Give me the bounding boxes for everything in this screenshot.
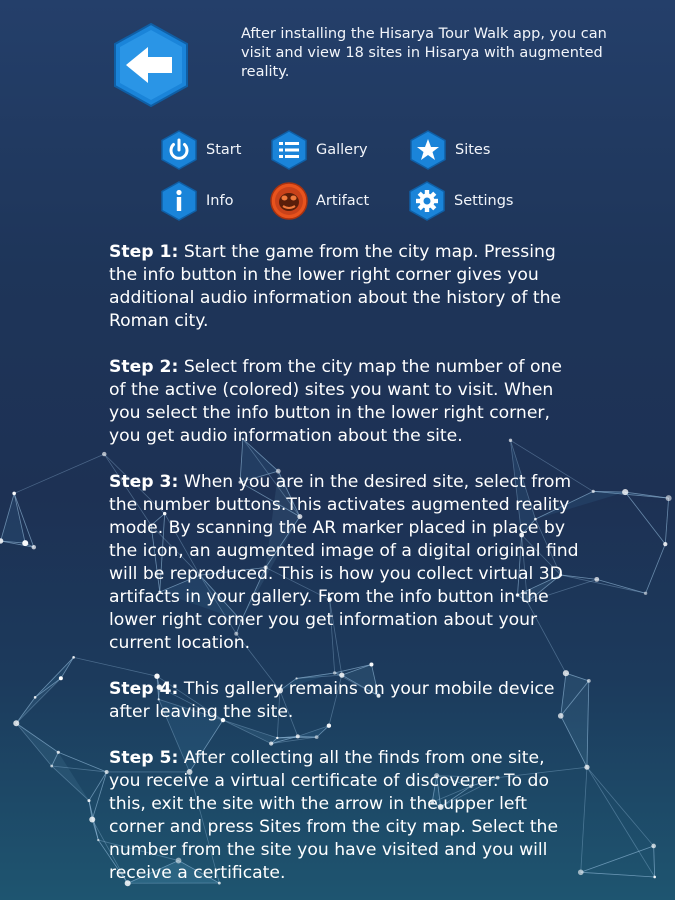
network-line: [89, 772, 107, 801]
menu-item-settings[interactable]: [408, 181, 513, 221]
network-facet: [16, 723, 58, 766]
info-icon: [160, 181, 198, 221]
network-node: [89, 816, 95, 822]
network-node: [87, 799, 90, 802]
network-line: [92, 772, 106, 819]
network-line: [581, 846, 654, 872]
step-2: [109, 356, 579, 448]
network-node: [12, 492, 16, 496]
network-node: [13, 720, 19, 726]
network-node: [666, 495, 672, 501]
menu-label: Sites: [455, 142, 491, 158]
menu-item-info[interactable]: [160, 181, 233, 221]
back-arrow-icon: [112, 22, 190, 108]
network-node: [50, 765, 53, 768]
menu-label: Start: [206, 142, 242, 158]
network-line: [52, 766, 89, 801]
instructions: [109, 241, 579, 900]
network-node: [57, 751, 60, 754]
network-line: [646, 544, 666, 593]
network-line: [581, 872, 655, 877]
artifact-icon: [270, 181, 308, 221]
step-text: Start the game from the city map. Pressing the info button in the lower right corner gives you additional audio information about the history of the Roman city.: [109, 242, 562, 331]
step-text: When you are in the desired site, select from the number buttons.This activates augmented reality mode. By scanning the AR marker placed in place by the icon, an augmented image of a digital original find will be reproduced. This is how you collect virtual 3D artifacts in your gallery. From the info button in the lower right corner you get information about your current location.: [109, 472, 579, 653]
star-icon: [409, 130, 447, 170]
network-node: [594, 577, 599, 582]
list-icon: [270, 130, 308, 170]
network-line: [625, 492, 665, 544]
step-text: Select from the city map the number of one of the active (colored) sites you want to visit. When you select the info button in the lower right corner, you get audio information about the site.: [109, 357, 562, 446]
network-facet: [52, 752, 89, 800]
menu-item-gallery[interactable]: [270, 130, 368, 170]
step-4: [109, 678, 579, 724]
network-node: [34, 696, 37, 699]
network-line: [587, 767, 654, 846]
network-node: [584, 765, 589, 770]
network-line: [16, 678, 61, 723]
back-button[interactable]: [112, 22, 190, 108]
network-line: [665, 498, 668, 544]
menu-label: Gallery: [316, 142, 368, 158]
intro-text: After installing the Hisarya Tour Walk app, you can visit and view 18 sites in Hisarya with augmented reality.: [241, 26, 607, 80]
network-line: [14, 454, 104, 493]
step-5: [109, 747, 579, 885]
menu-label: Info: [206, 193, 234, 209]
network-line: [16, 697, 35, 723]
network-facet: [1, 493, 26, 543]
network-node: [653, 876, 656, 879]
step-1: [109, 241, 579, 333]
network-line: [581, 767, 587, 872]
step-title: Step 4:: [109, 679, 179, 699]
network-node: [622, 489, 628, 495]
network-line: [597, 579, 646, 593]
network-line: [35, 678, 61, 697]
network-line: [92, 819, 98, 840]
power-icon: [160, 130, 198, 170]
network-line: [61, 657, 74, 678]
network-node: [663, 542, 667, 546]
step-title: Step 5:: [109, 748, 179, 768]
network-node: [587, 679, 591, 683]
network-node: [22, 540, 28, 546]
step-title: Step 1:: [109, 242, 179, 262]
network-node: [72, 656, 75, 659]
step-title: Step 2:: [109, 357, 179, 377]
menu-item-sites[interactable]: [409, 130, 490, 170]
network-line: [35, 657, 73, 697]
network-node: [97, 839, 99, 841]
network-line: [654, 846, 655, 877]
menu-item-start[interactable]: [160, 130, 241, 170]
step-title: Step 3:: [109, 472, 179, 492]
network-node: [59, 676, 63, 680]
menu-label: Artifact: [316, 193, 370, 209]
network-node: [644, 592, 647, 595]
step-text: This gallery remains on your mobile device after leaving the site.: [109, 679, 555, 722]
network-node: [32, 545, 36, 549]
step-text: After collecting all the finds from one site, you receive a virtual certificate of discoverer. To do this, exit the site with the arrow in the upper left corner and press Sites from the city map. Select the number from the site you have visited and you will receive a certificate.: [109, 748, 559, 883]
menu-item-artifact[interactable]: [270, 181, 369, 221]
network-node: [102, 452, 106, 456]
network-node: [651, 844, 656, 849]
network-node: [592, 490, 595, 493]
menu-label: Settings: [454, 193, 514, 209]
step-3: [109, 471, 579, 655]
network-line: [587, 767, 655, 877]
gear-icon: [408, 181, 446, 221]
